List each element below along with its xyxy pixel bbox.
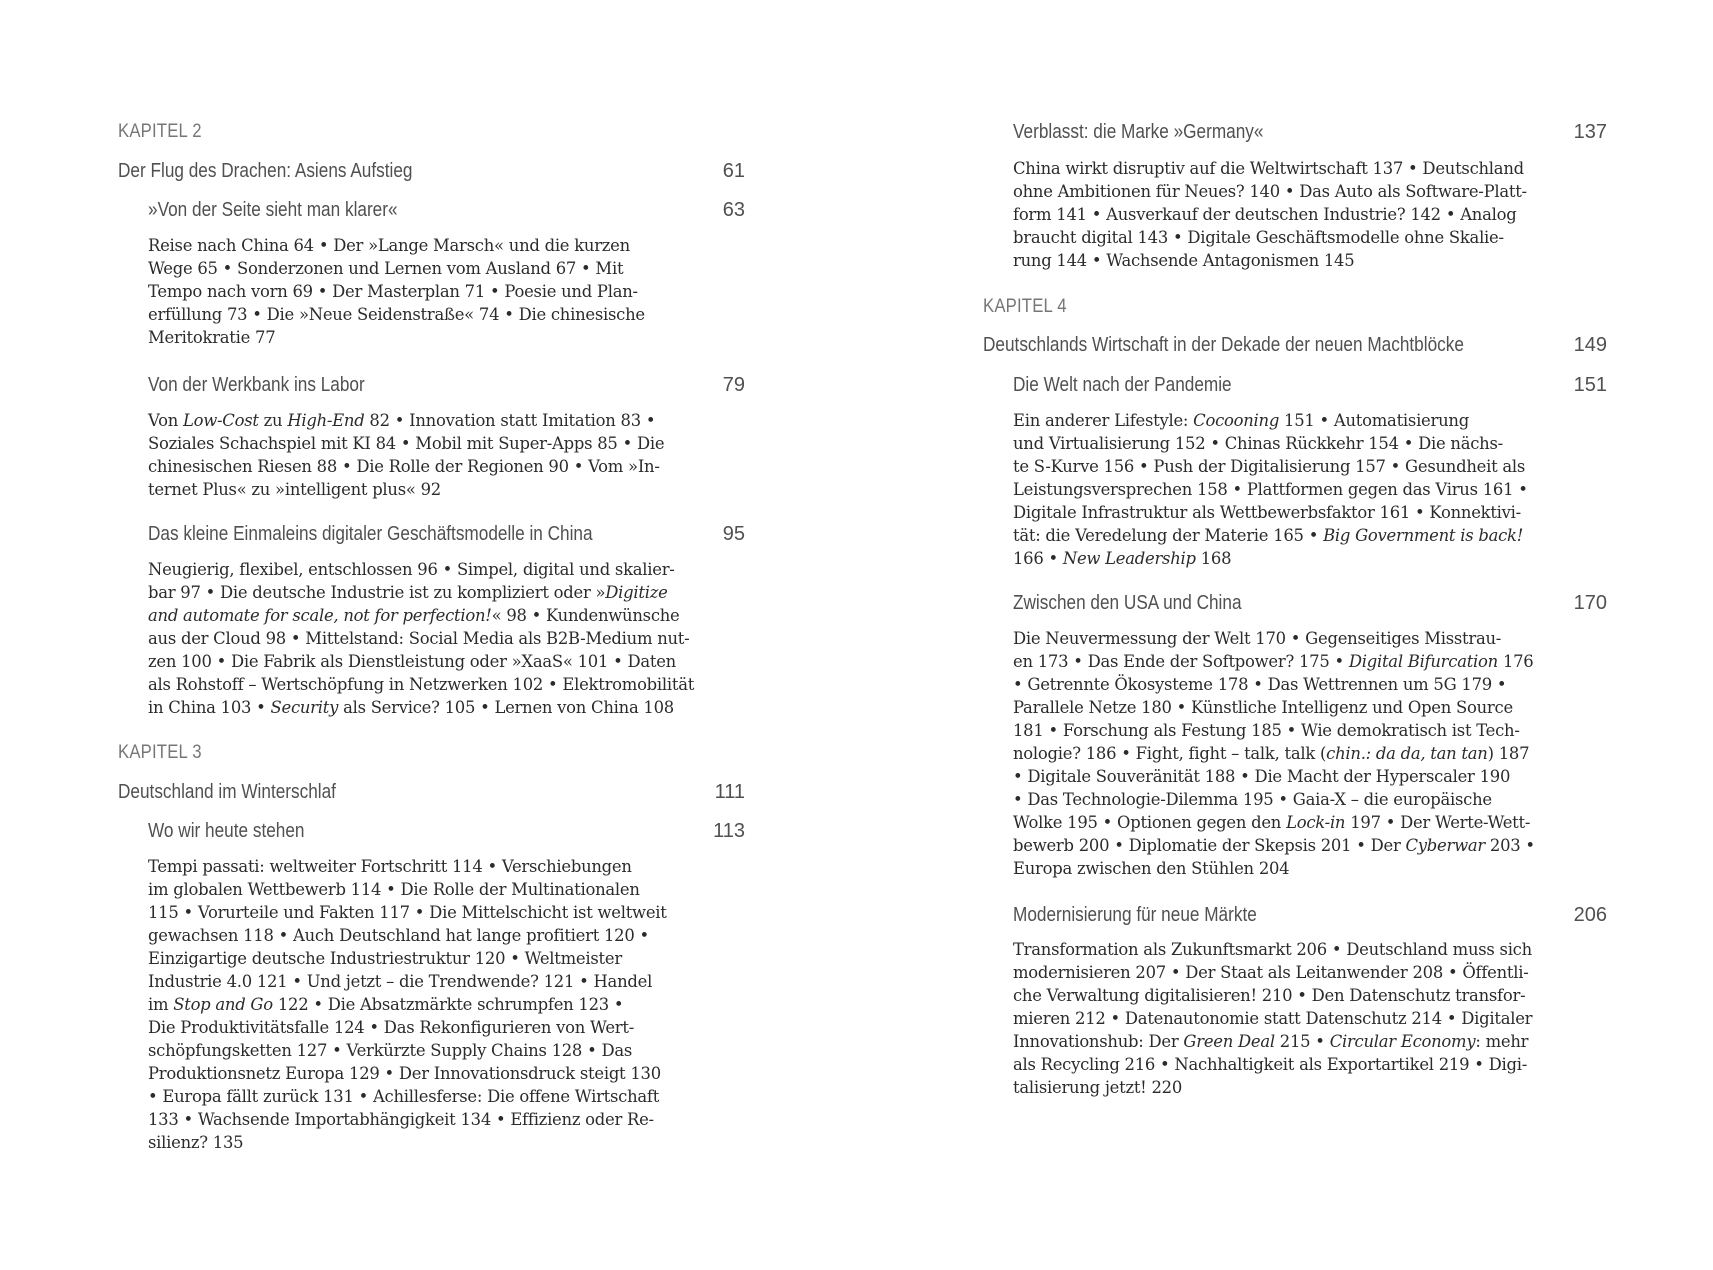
chapter-4-heading: [983, 334, 1607, 357]
body-line: Die Produktivitätsfalle 124 • Das Rekonfigurieren von Wert-: [148, 1018, 634, 1037]
body-line: Tempo nach vorn 69 • Der Masterplan 71 • Poesie und Plan-: [148, 282, 638, 301]
body-line: • Getrennte Ökosysteme 178 • Das Wettrennen um 5G 179 •: [1013, 675, 1507, 694]
body-line: Meritokratie 77: [148, 328, 276, 347]
section-body-usa-china: [1013, 627, 1607, 880]
chapter-3-heading: [118, 781, 745, 804]
body-line: aus der Cloud 98 • Mittelstand: Social Media als B2B-Medium nut-: [148, 629, 690, 648]
body-line: braucht digital 143 • Digitale Geschäftsmodelle ohne Skalie-: [1013, 228, 1504, 247]
body-line: nologie? 186 • Fight, fight – talk, talk (chin.: da da, tan tan) 187: [1013, 744, 1530, 763]
section-body-pandemie: [1013, 409, 1607, 570]
chapter-title: Deutschland im Winterschlaf: [118, 781, 336, 803]
body-line: Digitale Infrastruktur als Wettbewerbsfaktor 161 • Konnektivi-: [1013, 503, 1521, 522]
body-line: mieren 212 • Datenautonomie statt Datenschutz 214 • Digitaler: [1013, 1009, 1533, 1028]
body-line: China wirkt disruptiv auf die Weltwirtschaft 137 • Deutschland: [1013, 159, 1524, 178]
section-body-von-der-seite: [148, 234, 745, 349]
body-line: form 141 • Ausverkauf der deutschen Industrie? 142 • Analog: [1013, 205, 1517, 224]
section-title: Die Welt nach der Pandemie: [1013, 374, 1232, 396]
section-title: Zwischen den USA und China: [1013, 592, 1242, 614]
body-line: and automate for scale, not for perfection!« 98 • Kundenwünsche: [148, 606, 680, 625]
body-line: 133 • Wachsende Importabhängigkeit 134 • Effizienz oder Re-: [148, 1110, 654, 1129]
section-body-werkbank: [148, 409, 745, 501]
section-heading-einmaleins: [148, 523, 745, 546]
section-title: Wo wir heute stehen: [148, 820, 305, 842]
body-line: 115 • Vorurteile und Fakten 117 • Die Mittelschicht ist weltweit: [148, 903, 667, 922]
body-line: 181 • Forschung als Festung 185 • Wie demokratisch ist Tech-: [1013, 721, 1520, 740]
page-number: 137: [1573, 121, 1607, 143]
page-number: 170: [1573, 592, 1607, 614]
body-line: im globalen Wettbewerb 114 • Die Rolle der Multinationalen: [148, 880, 640, 899]
section-heading-verblasst: [1013, 121, 1607, 144]
body-line: im Stop and Go 122 • Die Absatzmärkte schrumpfen 123 •: [148, 995, 624, 1014]
section-body-wo-wir-heute-stehen: [148, 855, 745, 1154]
chapter-2-heading: [118, 160, 745, 183]
body-line: rung 144 • Wachsende Antagonismen 145: [1013, 251, 1355, 270]
body-line: 166 • New Leadership 168: [1013, 549, 1232, 568]
page-number: 95: [722, 523, 745, 545]
page-number: 149: [1573, 334, 1607, 356]
body-line: silienz? 135: [148, 1133, 244, 1152]
body-line: und Virtualisierung 152 • Chinas Rückkehr 154 • Die nächs-: [1013, 434, 1503, 453]
body-line: zen 100 • Die Fabrik als Dienstleistung oder »XaaS« 101 • Daten: [148, 652, 676, 671]
section-body-einmaleins: [148, 558, 745, 719]
section-heading-modernisierung: [1013, 904, 1607, 927]
body-line: • Digitale Souveränität 188 • Die Macht der Hyperscaler 190: [1013, 767, 1511, 786]
section-heading-werkbank: [148, 374, 745, 397]
body-line: modernisieren 207 • Der Staat als Leitanwender 208 • Öffentli-: [1013, 963, 1529, 982]
kapitel-3-label: KAPITEL 3: [118, 742, 202, 763]
body-line: Von Low-Cost zu High-End 82 • Innovation statt Imitation 83 •: [148, 411, 656, 430]
section-title: Das kleine Einmaleins digitaler Geschäftsmodelle in China: [148, 523, 593, 545]
body-line: Industrie 4.0 121 • Und jetzt – die Trendwende? 121 • Handel: [148, 972, 653, 991]
body-line: ohne Ambitionen für Neues? 140 • Das Auto als Software-Platt-: [1013, 182, 1527, 201]
body-line: Parallele Netze 180 • Künstliche Intelligenz und Open Source: [1013, 698, 1513, 717]
body-line: Tempi passati: weltweiter Fortschritt 114 • Verschiebungen: [148, 857, 632, 876]
body-line: che Verwaltung digitalisieren! 210 • Den Datenschutz transfor-: [1013, 986, 1526, 1005]
section-title: Modernisierung für neue Märkte: [1013, 904, 1257, 926]
page-number: 206: [1573, 904, 1607, 926]
section-heading-von-der-seite: [148, 199, 745, 222]
body-line: bewerb 200 • Diplomatie der Skepsis 201 • Der Cyberwar 203 •: [1013, 836, 1535, 855]
page-number: 113: [713, 820, 745, 842]
body-line: als Recycling 216 • Nachhaltigkeit als Exportartikel 219 • Digi-: [1013, 1055, 1527, 1074]
body-line: Wolke 195 • Optionen gegen den Lock-in 197 • Der Werte-Wett-: [1013, 813, 1531, 832]
section-body-modernisierung: [1013, 938, 1607, 1099]
body-line: • Europa fällt zurück 131 • Achillesferse: Die offene Wirtschaft: [148, 1087, 660, 1106]
body-line: Einzigartige deutsche Industriestruktur 120 • Weltmeister: [148, 949, 622, 968]
section-heading-usa-china: [1013, 592, 1607, 615]
section-body-verblasst: [1013, 157, 1607, 272]
chapter-title: Deutschlands Wirtschaft in der Dekade der neuen Machtblöcke: [983, 334, 1464, 356]
page-number: 63: [722, 199, 745, 221]
body-line: schöpfungsketten 127 • Verkürzte Supply Chains 128 • Das: [148, 1041, 633, 1060]
kapitel-2-label: KAPITEL 2: [118, 121, 202, 142]
page-number: 111: [714, 781, 745, 803]
body-line: te S-Kurve 156 • Push der Digitalisierung 157 • Gesundheit als: [1013, 457, 1526, 476]
body-line: Reise nach China 64 • Der »Lange Marsch« und die kurzen: [148, 236, 630, 255]
body-line: Produktionsnetz Europa 129 • Der Innovationsdruck steigt 130: [148, 1064, 661, 1083]
body-line: Die Neuvermessung der Welt 170 • Gegenseitiges Misstrau-: [1013, 629, 1502, 648]
section-title: Von der Werkbank ins Labor: [148, 374, 365, 396]
body-line: Wege 65 • Sonderzonen und Lernen vom Ausland 67 • Mit: [148, 259, 624, 278]
body-line: en 173 • Das Ende der Softpower? 175 • Digital Bifurcation 176: [1013, 652, 1534, 671]
body-line: tät: die Veredelung der Materie 165 • Big Government is back!: [1013, 526, 1524, 545]
body-line: Innovationshub: Der Green Deal 215 • Circular Economy: mehr: [1013, 1032, 1529, 1051]
body-line: ternet Plus« zu »intelligent plus« 92: [148, 480, 441, 499]
page-number: 151: [1573, 374, 1607, 396]
body-line: talisierung jetzt! 220: [1013, 1078, 1183, 1097]
body-line: chinesischen Riesen 88 • Die Rolle der Regionen 90 • Vom »In-: [148, 457, 660, 476]
section-title: Verblasst: die Marke »Germany«: [1013, 121, 1264, 143]
page-number: 61: [722, 160, 745, 182]
section-heading-pandemie: [1013, 374, 1607, 397]
body-line: gewachsen 118 • Auch Deutschland hat lange profitiert 120 •: [148, 926, 649, 945]
chapter-title: Der Flug des Drachen: Asiens Aufstieg: [118, 160, 413, 182]
body-line: Leistungsversprechen 158 • Plattformen gegen das Virus 161 •: [1013, 480, 1528, 499]
body-line: als Rohstoff – Wertschöpfung in Netzwerken 102 • Elektromobilität: [148, 675, 695, 694]
body-line: Transformation als Zukunftsmarkt 206 • Deutschland muss sich: [1013, 940, 1532, 959]
body-line: Neugierig, flexibel, entschlossen 96 • Simpel, digital und skalier-: [148, 560, 675, 579]
body-line: Soziales Schachspiel mit KI 84 • Mobil mit Super-Apps 85 • Die: [148, 434, 665, 453]
body-line: in China 103 • Security als Service? 105 • Lernen von China 108: [148, 698, 674, 717]
section-heading-wo-wir-heute-stehen: [148, 820, 745, 843]
kapitel-4-label: KAPITEL 4: [983, 296, 1067, 317]
section-title: »Von der Seite sieht man klarer«: [148, 199, 398, 221]
body-line: erfüllung 73 • Die »Neue Seidenstraße« 74 • Die chinesische: [148, 305, 645, 324]
page-number: 79: [722, 374, 745, 396]
body-line: Ein anderer Lifestyle: Cocooning 151 • Automatisierung: [1013, 411, 1469, 430]
body-line: Europa zwischen den Stühlen 204: [1013, 859, 1290, 878]
body-line: bar 97 • Die deutsche Industrie ist zu kompliziert oder »Digitize: [148, 583, 668, 602]
body-line: • Das Technologie-Dilemma 195 • Gaia-X – die europäische: [1013, 790, 1492, 809]
